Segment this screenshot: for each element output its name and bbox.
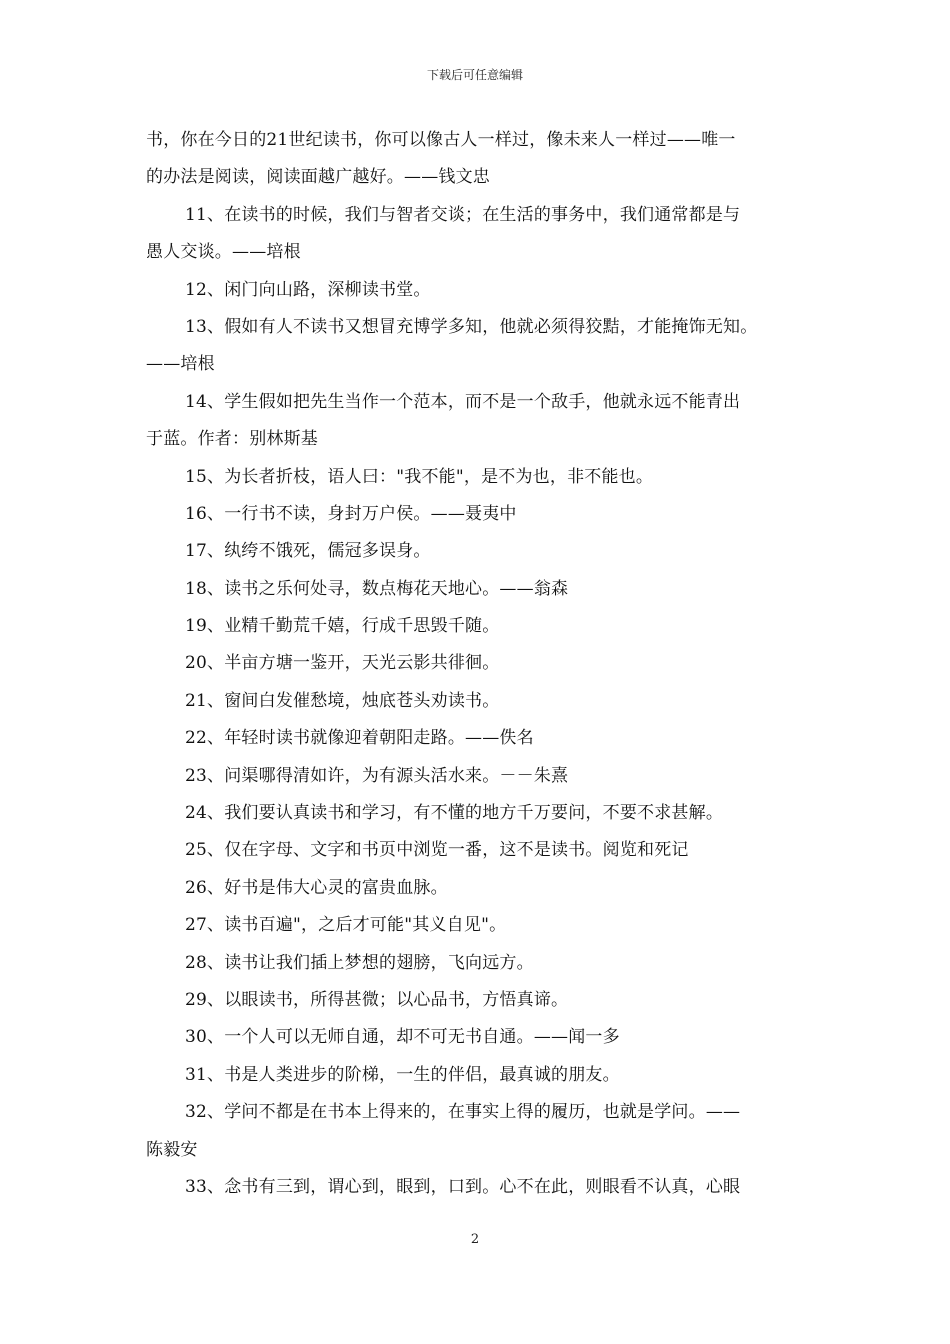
text-line: ——培根 — [146, 354, 215, 375]
quote-20: 20、半亩方塘一鉴开，天光云影共徘徊。 — [185, 653, 500, 674]
quote-14: 14、学生假如把先生当作一个范本，而不是一个敌手，他就永远不能青出 — [185, 391, 741, 412]
page-number: 2 — [470, 1232, 480, 1247]
text-line: 书，你在今日的21世纪读书，你可以像古人一样过，像未来人一样过——唯一 — [146, 130, 736, 150]
quote-21: 21、窗间白发催愁境，烛底苍头劝读书。 — [185, 690, 500, 711]
quote-11: 11、在读书的时候，我们与智者交谈；在生活的事务中，我们通常都是与 — [185, 204, 741, 225]
text-line: 于蓝。作者：别林斯基 — [146, 429, 318, 450]
document-body — [146, 122, 826, 1206]
page-header: 下载后可任意编辑 — [426, 68, 523, 82]
text-line: 陈毅安 — [146, 1139, 198, 1160]
quote-32: 32、学问不都是在书本上得来的，在事实上得的履历，也就是学问。—— — [185, 1102, 741, 1123]
quote-17: 17、纨绔不饿死，儒冠多误身。 — [185, 541, 431, 562]
quote-16: 16、一行书不读，身封万户侯。——聂夷中 — [185, 503, 517, 524]
quote-15: 15、为长者折枝，语人曰："我不能"，是不为也，非不能也。 — [185, 466, 654, 487]
quote-23: 23、问渠哪得清如许，为有源头活水来。－－朱熹 — [185, 765, 569, 786]
quote-30: 30、一个人可以无师自通，却不可无书自通。——闻一多 — [185, 1027, 620, 1048]
quote-33: 33、念书有三到，谓心到，眼到，口到。心不在此，则眼看不认真，心眼 — [185, 1176, 741, 1197]
text-line: 愚人交谈。——培根 — [146, 242, 301, 263]
quote-26: 26、好书是伟大心灵的富贵血脉。 — [185, 877, 448, 898]
quote-25: 25、仅在字母、文字和书页中浏览一番，这不是读书。阅览和死记 — [185, 840, 689, 861]
quote-13: 13、假如有人不读书又想冒充博学多知，他就必须得狡黠，才能掩饰无知。 — [185, 316, 758, 337]
quote-19: 19、业精千勤荒千嬉，行成千思毁千随。 — [185, 616, 500, 637]
quote-31: 31、书是人类进步的阶梯，一生的伴侣，最真诚的朋友。 — [185, 1064, 620, 1085]
quote-22: 22、年轻时读书就像迎着朝阳走路。——佚名 — [185, 728, 534, 749]
quote-28: 28、读书让我们插上梦想的翅膀，飞向远方。 — [185, 952, 534, 973]
quote-27: 27、读书百遍"，之后才可能"其义自见"。 — [185, 915, 507, 936]
text-line: 的办法是阅读，阅读面越广越好。——钱文忠 — [146, 167, 490, 188]
quote-18: 18、读书之乐何处寻，数点梅花天地心。——翁森 — [185, 578, 569, 599]
quote-12: 12、闲门向山路，深柳读书堂。 — [185, 279, 431, 300]
quote-24: 24、我们要认真读书和学习，有不懂的地方千万要问，不要不求甚解。 — [185, 803, 724, 824]
quote-29: 29、以眼读书，所得甚微；以心品书，方悟真谛。 — [185, 989, 569, 1010]
